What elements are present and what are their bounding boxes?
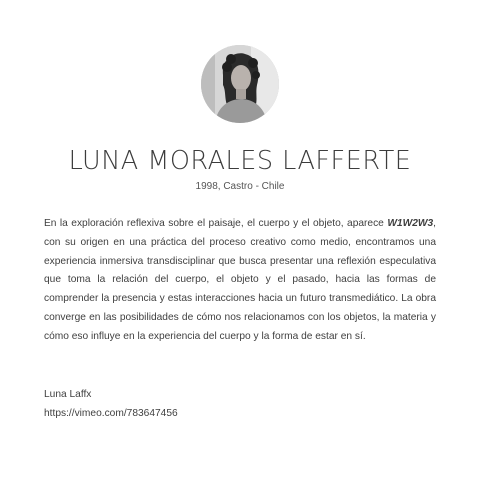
bio-body: , con su origen en una práctica del proceso creativo como medio, encontramos una experiencia inmersiva transdisciplinar que busca presentar una reflexión especulativa que toma la relación del cuerpo, el objeto y el pasado, hacia las formas de comprender la presencia y estas interacciones hacia un futuro transmediático. La obra converge en las posibilidades de cómo nos relacionamos con los objetos, la materia y cómo eso influye en la experiencia del cuerpo y la forma de estar en sí. [44, 218, 436, 342]
portrait-image [201, 45, 279, 123]
footer [44, 386, 178, 423]
bio-paragraph [44, 215, 436, 347]
profile-name: LUNA MORALES LAFFERTE [68, 146, 412, 176]
profile-photo [201, 45, 279, 123]
bio-intro: En la exploración reflexiva sobre el paisaje, el cuerpo y el objeto, aparece [44, 218, 388, 229]
profile-subtitle: 1998, Castro - Chile [195, 181, 285, 192]
vimeo-link[interactable]: https://vimeo.com/783647456 [44, 407, 178, 419]
work-title: W1W2W3 [387, 218, 434, 229]
bio-text [44, 215, 436, 347]
artist-alias: Luna Laffx [44, 389, 92, 400]
